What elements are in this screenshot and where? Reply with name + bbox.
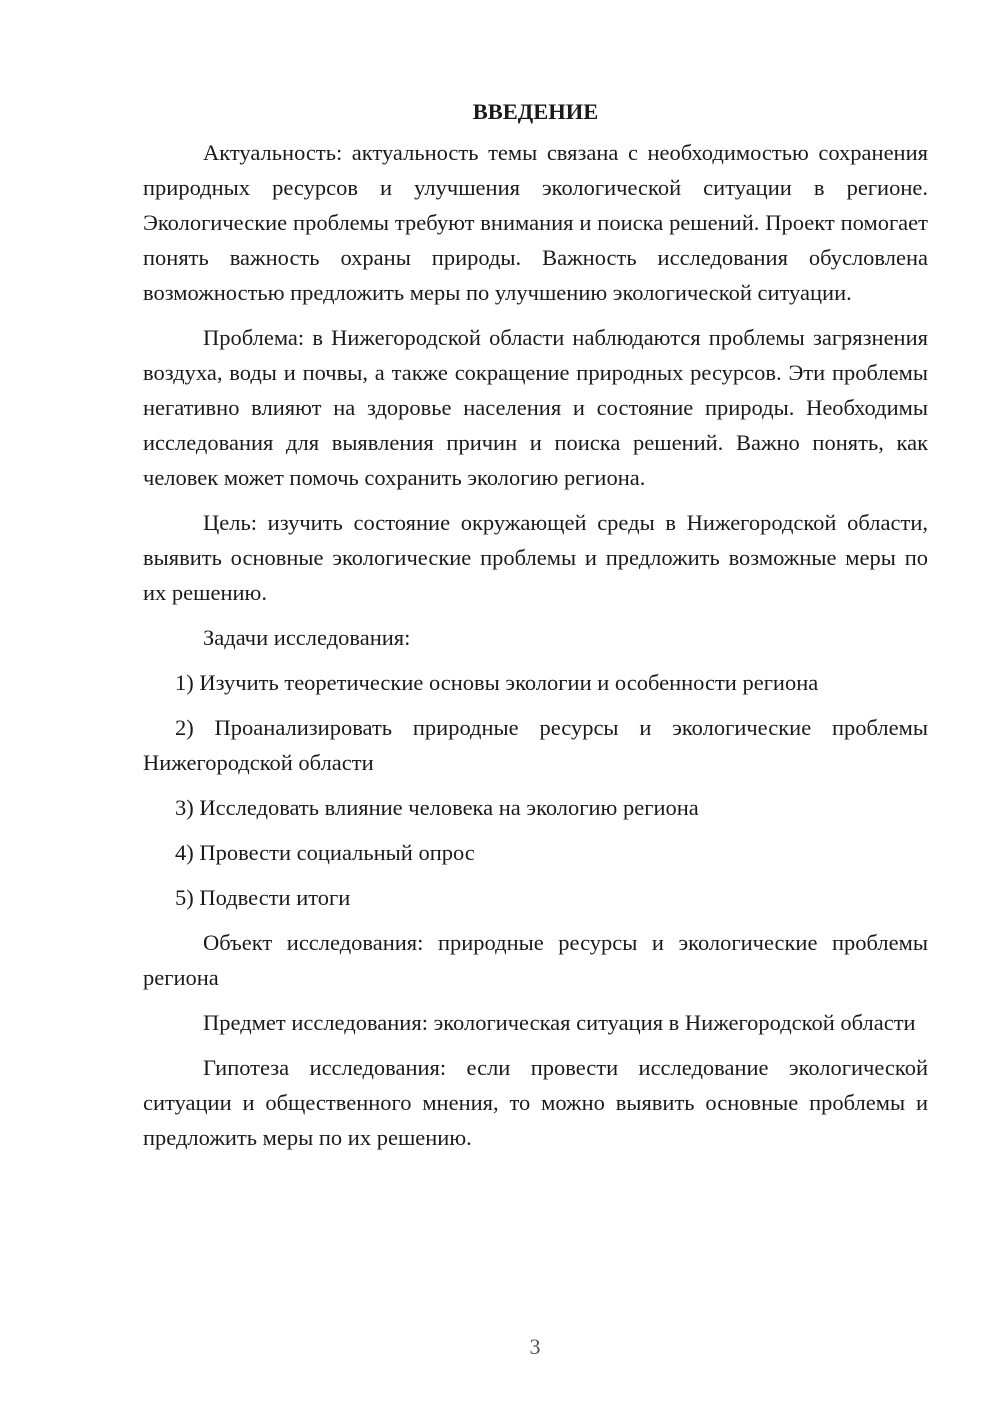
task-item: 3) Исследовать влияние человека на экологию региона [175,795,699,820]
task-item: 4) Провести социальный опрос [175,840,475,865]
task-item: 5) Подвести итоги [175,885,351,910]
tasks-heading: Задачи исследования: [203,625,411,650]
hypothesis-paragraph: Гипотеза исследования: если провести исследование экологической ситуации и общественного мнения, то можно выявить основные проблемы и предложить меры по их решению. [143,1055,928,1150]
task-item: 1) Изучить теоретические основы экологии и особенности региона [175,670,819,695]
page-number: 3 [529,1334,541,1359]
problem-paragraph: Проблема: в Нижегородской области наблюдаются проблемы загрязнения воздуха, воды и почвы, а также сокращение природных ресурсов. Эти проблемы негативно влияют на здоровье населения и состояние природы. Необходимы исследования для выявления причин и поиска решений. Важно понять, как человек может помочь сохранить экологию региона. [143,325,928,490]
subject-paragraph: Предмет исследования: экологическая ситуация в Нижегородской области [203,1010,916,1035]
relevance-paragraph: Актуальность: актуальность темы связана с необходимостью сохранения природных ресурсов и улучшения экологической ситуации в регионе. Экологические проблемы требуют внимания и поиска решений. Проект помогает понять важность охраны природы. Важность исследования обусловлена возможностью предложить меры по улучшению экологической ситуации. [143,140,928,305]
document-body [143,94,928,1165]
goal-paragraph: Цель: изучить состояние окружающей среды в Нижегородской области, выявить основные экологические проблемы и предложить возможные меры по их решению. [143,510,928,605]
section-title: ВВЕДЕНИЕ [472,99,599,124]
task-item: 2) Проанализировать природные ресурсы и экологические проблемы Нижегородской области [143,715,928,775]
object-paragraph: Объект исследования: природные ресурсы и экологические проблемы региона [143,930,928,990]
